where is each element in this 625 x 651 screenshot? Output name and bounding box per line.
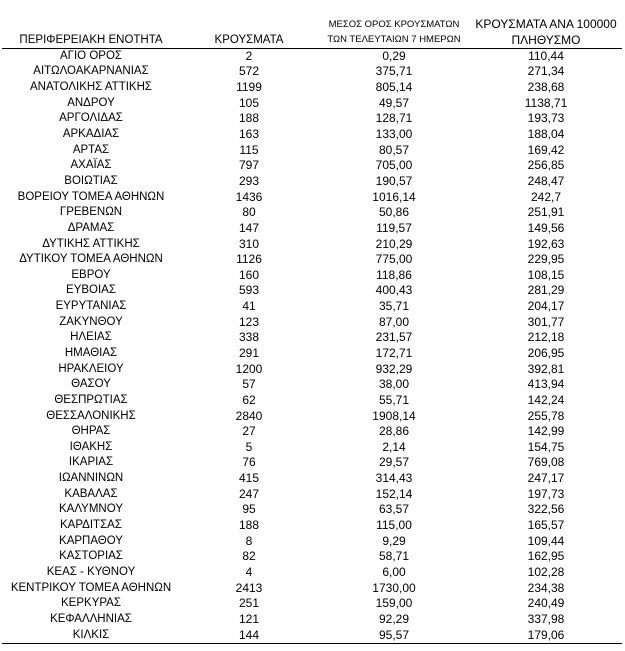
cell-regional-unit: ΕΒΡΟΥ — [71, 268, 111, 281]
cell-cases: 593 — [238, 283, 260, 298]
table-row — [2, 174, 622, 190]
table-row — [2, 565, 622, 581]
cell-regional-unit: ΚΕΑΣ - ΚΥΘΝΟΥ — [46, 565, 136, 578]
cell-regional-unit: ΙΩΑΝΝΙΝΩΝ — [58, 472, 124, 485]
cell-cases: 1436 — [235, 189, 263, 204]
cell-7day-average: 152,14 — [375, 486, 413, 501]
table-row — [2, 518, 622, 534]
cell-7day-average: 805,14 — [375, 80, 413, 95]
cell-7day-average: 1016,14 — [372, 189, 416, 204]
cell-cases: 8 — [245, 533, 253, 548]
table-row — [2, 330, 622, 346]
table-row — [2, 205, 622, 221]
table-row — [2, 408, 622, 424]
cell-cases: 115 — [239, 142, 259, 157]
cell-7day-average: 115,00 — [376, 518, 412, 533]
cell-7day-average: 932,29 — [375, 361, 413, 376]
cell-regional-unit: ΒΟΙΩΤΙΑΣ — [64, 174, 118, 187]
table-row — [2, 189, 622, 205]
cell-cases-per-100k: 769,08 — [527, 455, 565, 470]
cell-cases-per-100k: 188,04 — [527, 127, 565, 142]
cell-regional-unit: ΘΕΣΠΡΩΤΙΑΣ — [54, 393, 128, 406]
cell-cases: 76 — [242, 455, 256, 470]
cell-cases-per-100k: 179,06 — [470, 627, 622, 643]
cell-7day-average: 49,57 — [378, 95, 410, 110]
table-row — [2, 236, 622, 252]
cell-regional-unit: ΘΗΡΑΣ — [71, 425, 111, 438]
table-row — [2, 221, 622, 237]
cell-cases-per-100k: 192,63 — [527, 236, 565, 251]
table-row — [2, 127, 622, 143]
table-row — [2, 267, 622, 283]
cell-cases: 293 — [238, 173, 260, 188]
cell-7day-average: 58,71 — [378, 549, 410, 564]
cell-cases: 188 — [238, 111, 260, 126]
cell-7day-average: 231,57 — [375, 330, 413, 345]
cell-cases: 144 — [180, 627, 318, 643]
cell-cases-per-100k: 110,44 — [528, 48, 564, 63]
cell-7day-average: 2,14 — [382, 439, 406, 454]
table-row — [2, 612, 622, 628]
cell-regional-unit: ΕΥΒΟΙΑΣ — [66, 284, 116, 297]
table-row — [2, 48, 622, 64]
cell-cases: 310 — [238, 236, 260, 251]
cell-regional-unit: ΑΝΔΡΟΥ — [67, 96, 115, 109]
table-row — [2, 471, 622, 487]
cell-cases: 291 — [238, 345, 260, 360]
cell-regional-unit: ΘΑΣΟΥ — [71, 378, 111, 391]
cell-regional-unit: ΑΓΙΟ ΟΡΟΣ — [59, 49, 122, 62]
cell-regional-unit: ΑΡΚΑΔΙΑΣ — [62, 128, 120, 141]
table-row — [2, 533, 622, 549]
table-row — [2, 111, 622, 127]
cell-cases-per-100k: 206,95 — [527, 345, 565, 360]
cell-7day-average: 1908,14 — [372, 408, 416, 423]
table-row — [2, 361, 622, 377]
cell-7day-average: 6,00 — [382, 564, 406, 579]
cell-regional-unit: ΑΧΑΪΑΣ — [70, 159, 112, 172]
table-row — [2, 158, 622, 174]
table-body — [2, 48, 622, 643]
table-row — [2, 346, 622, 362]
cell-regional-unit: ΚΑΡΠΑΘΟΥ — [59, 534, 123, 547]
cell-cases: 82 — [242, 549, 256, 564]
cell-regional-unit: ΗΜΑΘΙΑΣ — [64, 346, 118, 359]
cell-7day-average: 375,71 — [375, 64, 413, 79]
cell-cases-per-100k: 248,47 — [527, 173, 565, 188]
cell-7day-average: 95,57 — [318, 627, 470, 643]
header-7day-average-line2: ΤΩΝ ΤΕΛΕΥΤΑΙΩΝ 7 ΗΜΕΡΩΝ — [327, 33, 461, 45]
cell-cases: 80 — [242, 205, 256, 220]
cell-regional-unit: ΚΑΡΔΙΤΣΑΣ — [60, 519, 122, 532]
table-row — [2, 627, 622, 643]
cell-regional-unit: ΕΥΡΥΤΑΝΙΑΣ — [55, 300, 127, 313]
cell-7day-average: 35,71 — [378, 299, 410, 314]
cell-7day-average: 29,57 — [378, 455, 410, 470]
table-row — [2, 424, 622, 440]
cell-cases: 251 — [238, 596, 260, 611]
cell-7day-average: 172,71 — [375, 345, 413, 360]
cell-7day-average: 159,00 — [375, 596, 413, 611]
cell-cases-per-100k: 281,29 — [527, 283, 565, 298]
cell-cases: 1126 — [236, 252, 262, 267]
header-cases-per-100k-line2: ΠΛΗΘΥΣΜΟ — [511, 32, 581, 47]
header-regional-unit: ΠΕΡΙΦΕΡΕΙΑΚΗ ΕΝΟΤΗΤΑ — [2, 0, 180, 48]
cell-cases: 247 — [238, 486, 260, 501]
cell-7day-average: 87,00 — [378, 314, 410, 329]
cell-cases: 41 — [242, 299, 256, 314]
cell-7day-average: 92,29 — [378, 611, 410, 626]
cell-cases: 2 — [245, 48, 253, 63]
cell-cases-per-100k: 204,17 — [527, 299, 565, 314]
cell-7day-average: 705,00 — [375, 158, 413, 173]
cell-regional-unit: ΓΡΕΒΕΝΩΝ — [59, 206, 123, 219]
table-header — [2, 0, 622, 48]
cell-regional-unit: ΚΙΛΚΙΣ — [2, 627, 180, 643]
table-row — [2, 580, 622, 596]
cell-cases: 163 — [238, 127, 260, 142]
cell-cases-per-100k: 247,17 — [527, 471, 565, 486]
cell-regional-unit: ΔΡΑΜΑΣ — [67, 221, 115, 234]
cell-regional-unit: ΙΘΑΚΗΣ — [69, 440, 113, 453]
cell-cases-per-100k: 108,15 — [527, 267, 565, 282]
cell-cases-per-100k: 271,34 — [527, 64, 565, 79]
cell-regional-unit: ΚΕΡΚΥΡΑΣ — [61, 597, 121, 610]
cell-cases-per-100k: 251,91 — [527, 205, 565, 220]
cell-regional-unit: ΑΝΑΤΟΛΙΚΗΣ ΑΤΤΙΚΗΣ — [29, 81, 152, 94]
cell-cases: 5 — [245, 439, 253, 454]
cell-regional-unit: ΚΑΣΤΟΡΙΑΣ — [59, 550, 123, 563]
table-row — [2, 299, 622, 315]
cell-cases-per-100k: 142,99 — [527, 424, 565, 439]
cell-cases: 121 — [238, 611, 260, 626]
cell-regional-unit: ΑΡΤΑΣ — [72, 143, 110, 156]
table-row — [2, 596, 622, 612]
cell-cases-per-100k: 193,73 — [527, 111, 565, 126]
cell-cases: 415 — [238, 471, 260, 486]
cell-7day-average: 1730,00 — [372, 580, 416, 595]
cell-regional-unit: ΗΛΕΙΑΣ — [70, 331, 112, 344]
cell-regional-unit: ΚΕΝΤΡΙΚΟΥ ΤΟΜΕΑ ΑΘΗΝΩΝ — [10, 581, 172, 594]
cell-regional-unit: ΘΕΣΣΑΛΟΝΙΚΗΣ — [46, 409, 136, 422]
cell-cases: 572 — [238, 64, 260, 79]
table-row — [2, 486, 622, 502]
cell-7day-average: 119,57 — [376, 220, 412, 235]
cell-cases: 188 — [238, 518, 260, 533]
table-row — [2, 80, 622, 96]
table-row — [2, 549, 622, 565]
cell-7day-average: 28,86 — [378, 424, 410, 439]
header-cases-per-100k — [470, 0, 622, 48]
cell-regional-unit: ΑΡΓΟΛΙΔΑΣ — [59, 112, 123, 125]
cell-regional-unit: ΒΟΡΕΙΟΥ ΤΟΜΕΑ ΑΘΗΝΩΝ — [17, 190, 165, 203]
cases-table — [2, 0, 622, 644]
cell-cases: 338 — [238, 330, 260, 345]
cell-7day-average: 190,57 — [375, 173, 413, 188]
cell-cases: 105 — [238, 95, 260, 110]
cell-cases-per-100k: 212,18 — [527, 330, 565, 345]
cell-cases-per-100k: 301,77 — [527, 314, 565, 329]
cell-cases-per-100k: 165,57 — [527, 518, 565, 533]
cell-regional-unit: ΚΕΦΑΛΛΗΝΙΑΣ — [50, 612, 132, 625]
cell-regional-unit: ΗΡΑΚΛΕΙΟΥ — [58, 362, 124, 375]
cell-7day-average: 63,57 — [378, 502, 410, 517]
table-row — [2, 142, 622, 158]
cell-regional-unit: ΖΑΚΥΝΘΟΥ — [59, 315, 123, 328]
cell-7day-average: 80,57 — [378, 142, 410, 157]
cell-7day-average: 400,43 — [375, 283, 413, 298]
cell-cases: 797 — [238, 158, 260, 173]
cell-cases: 95 — [242, 502, 256, 517]
cell-cases: 123 — [238, 314, 260, 329]
table-row — [2, 64, 622, 80]
header-7day-average — [318, 0, 470, 48]
cell-cases-per-100k: 197,73 — [527, 486, 565, 501]
cell-cases-per-100k: 102,28 — [527, 564, 565, 579]
cell-cases-per-100k: 242,7 — [530, 189, 562, 204]
header-cases-per-100k-line1: ΚΡΟΥΣΜΑΤΑ ΑΝΑ 100000 — [475, 16, 617, 31]
cell-cases-per-100k: 392,81 — [527, 361, 565, 376]
cell-cases-per-100k: 256,85 — [527, 158, 565, 173]
cell-cases-per-100k: 154,75 — [527, 439, 565, 454]
cell-cases-per-100k: 238,68 — [527, 80, 565, 95]
cell-regional-unit: ΚΑΒΑΛΑΣ — [64, 487, 118, 500]
table-row — [2, 502, 622, 518]
cell-cases-per-100k: 142,24 — [527, 392, 565, 407]
cell-7day-average: 128,71 — [375, 111, 413, 126]
cell-7day-average: 314,43 — [375, 471, 413, 486]
cell-cases: 2840 — [235, 408, 263, 423]
table-row — [2, 440, 622, 456]
table-row — [2, 95, 622, 111]
header-7day-average-line1: ΜΕΣΟΣ ΟΡΟΣ ΚΡΟΥΣΜΑΤΩΝ — [328, 18, 460, 30]
cell-cases-per-100k: 337,98 — [527, 611, 565, 626]
table-row — [2, 283, 622, 299]
cell-cases-per-100k: 109,44 — [527, 533, 565, 548]
cell-7day-average: 55,71 — [378, 392, 410, 407]
cell-cases-per-100k: 255,78 — [527, 408, 565, 423]
cell-regional-unit: ΔΥΤΙΚΗΣ ΑΤΤΙΚΗΣ — [42, 237, 140, 250]
cell-7day-average: 133,00 — [375, 127, 413, 142]
cell-cases: 1200 — [235, 361, 263, 376]
cell-7day-average: 50,86 — [378, 205, 410, 220]
cell-cases: 4 — [245, 564, 253, 579]
header-cases: ΚΡΟΥΣΜΑΤΑ — [180, 0, 318, 48]
table-row — [2, 377, 622, 393]
cell-regional-unit: ΚΑΛΥΜΝΟΥ — [59, 503, 123, 516]
cell-cases-per-100k: 322,56 — [527, 502, 565, 517]
cell-7day-average: 38,00 — [378, 377, 410, 392]
table-row — [2, 314, 622, 330]
cell-cases: 57 — [242, 377, 256, 392]
table-row — [2, 393, 622, 409]
cell-7day-average: 0,29 — [382, 48, 406, 63]
header-row — [2, 0, 622, 48]
cell-regional-unit: ΑΙΤΩΛΟΑΚΑΡΝΑΝΙΑΣ — [33, 65, 149, 78]
table-row — [2, 252, 622, 268]
cell-cases: 160 — [238, 267, 260, 282]
cell-cases: 147 — [238, 220, 260, 235]
cell-regional-unit: ΔΥΤΙΚΟΥ ΤΟΜΕΑ ΑΘΗΝΩΝ — [19, 253, 163, 266]
cell-cases-per-100k: 169,42 — [527, 142, 565, 157]
cell-7day-average: 118,86 — [376, 267, 412, 282]
cell-cases-per-100k: 234,38 — [527, 580, 565, 595]
cell-regional-unit: ΙΚΑΡΙΑΣ — [68, 456, 114, 469]
table-row — [2, 455, 622, 471]
cell-cases: 2413 — [235, 580, 263, 595]
cell-cases: 62 — [242, 392, 256, 407]
cell-cases-per-100k: 149,56 — [527, 220, 565, 235]
cell-cases-per-100k: 413,94 — [527, 377, 565, 392]
cell-cases-per-100k: 162,95 — [527, 549, 565, 564]
cell-cases: 1199 — [236, 80, 262, 95]
cell-cases-per-100k: 240,49 — [527, 596, 565, 611]
cell-7day-average: 210,29 — [375, 236, 413, 251]
cell-7day-average: 775,00 — [375, 252, 413, 267]
cell-cases-per-100k: 1138,71 — [524, 95, 568, 110]
cell-cases: 27 — [242, 424, 256, 439]
cell-7day-average: 9,29 — [382, 533, 406, 548]
cell-cases-per-100k: 229,95 — [527, 252, 565, 267]
